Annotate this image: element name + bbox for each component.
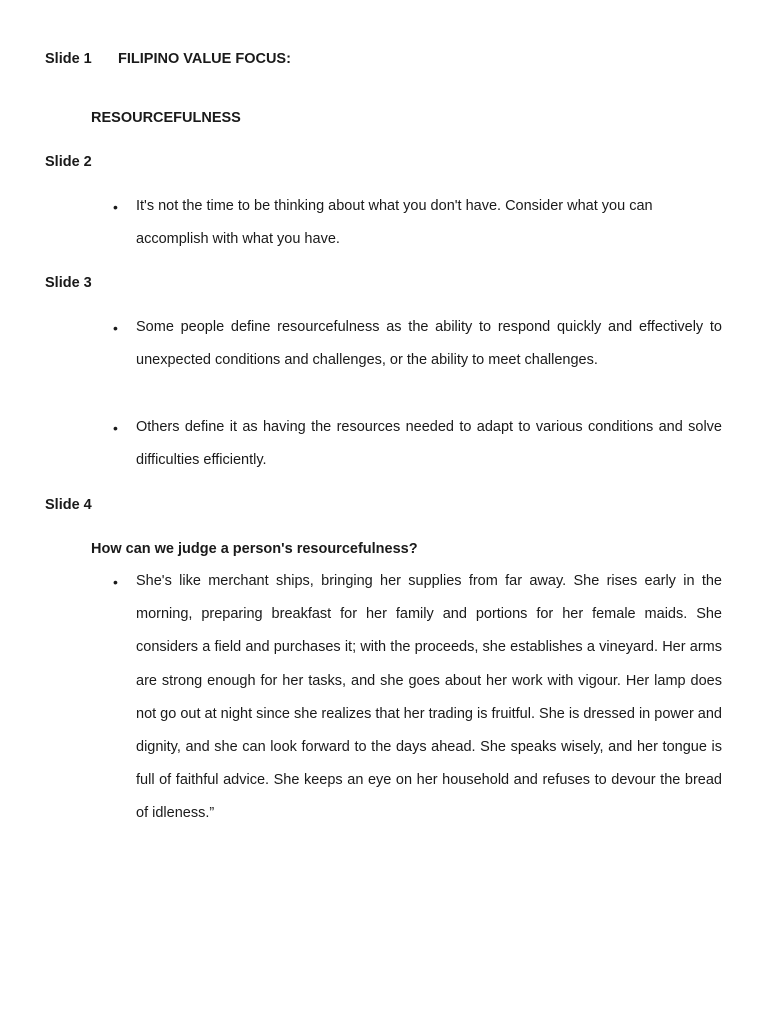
- bullet-marker: •: [113, 199, 118, 215]
- slide-3-bullet-1: Some people define resourcefulness as the ability to respond quickly and effectively to unexpected conditions and challenges, or the ability to meet challenges.: [136, 319, 722, 369]
- slide-4-label: Slide 4: [45, 497, 92, 513]
- bullet-marker: •: [113, 320, 118, 336]
- bullet-marker: •: [113, 574, 118, 590]
- slide-3-bullet-2: Others define it as having the resources needed to adapt to various conditions and solve difficulties efficiently.: [136, 419, 722, 469]
- slide-1-label: Slide 1: [45, 51, 92, 67]
- bullet-marker: •: [113, 420, 118, 436]
- slide-1-subtitle: RESOURCEFULNESS: [91, 110, 241, 126]
- slide-2-label: Slide 2: [45, 154, 92, 170]
- slide-4-question: How can we judge a person's resourcefulness?: [91, 541, 418, 557]
- slide-3-label: Slide 3: [45, 275, 92, 291]
- slide-4-bullet-1: She's like merchant ships, bringing her supplies from far away. She rises early in the morning, preparing breakfast for her family and portions for her female maids. She considers a field and purchases it; with the proceeds, she establishes a vineyard. Her arms are strong enough for her tasks, and she goes about her work with vigour. Her lamp does not go out at night since she realizes that her trading is fruitful. She is dressed in power and dignity, and she can look forward to the days ahead. She speaks wisely, and her tongue is full of faithful advice. She keeps an eye on her household and refuses to devour the bread of idleness.”: [136, 573, 722, 822]
- slide-1-title: FILIPINO VALUE FOCUS:: [118, 51, 291, 67]
- slide-2-bullet-1: It's not the time to be thinking about what you don't have. Consider what you can accomplish with what you have.: [136, 198, 653, 248]
